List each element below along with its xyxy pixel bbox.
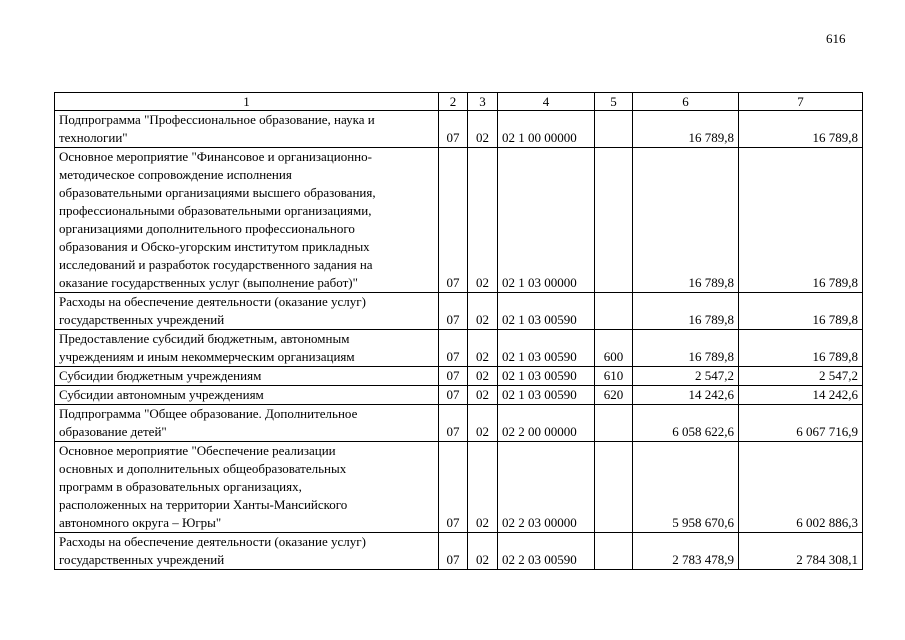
section-code-cell: 07 [439,330,468,367]
amount-year-1-cell: 14 242,6 [633,386,739,405]
expense-type-code-cell: 600 [595,330,633,367]
subsection-code-cell: 02 [468,148,498,293]
header-row [55,93,863,111]
row-name-line: программ в образовательных организациях, [59,479,302,494]
amount-year-2-cell: 2 784 308,1 [739,533,863,570]
row-name-line: Основное мероприятие "Обеспечение реализации [59,443,336,458]
section-code-cell: 07 [439,148,468,293]
amount-year-2-cell: 16 789,8 [739,330,863,367]
section-code-cell: 07 [439,533,468,570]
row-name-line: оказание государственных услуг (выполнение работ)" [59,275,358,290]
amount-year-1-cell: 16 789,8 [633,293,739,330]
table-row [55,442,863,533]
row-name-cell [55,293,439,330]
row-name-line: Основное мероприятие "Финансовое и организационно- [59,149,372,164]
section-code-cell: 07 [439,405,468,442]
row-name-cell [55,367,439,386]
table-row [55,367,863,386]
target-article-code-cell: 02 1 03 00000 [498,148,595,293]
expense-type-code-cell: 610 [595,367,633,386]
target-article-code-cell: 02 1 03 00590 [498,330,595,367]
budget-table [54,92,863,570]
row-name-line: Субсидии автономным учреждениям [59,387,264,402]
amount-year-1-cell: 16 789,8 [633,111,739,148]
row-name-cell [55,405,439,442]
row-name-line: методическое сопровождение исполнения [59,167,292,182]
row-name-line: Подпрограмма "Профессиональное образование, наука и [59,112,375,127]
section-code-cell: 07 [439,442,468,533]
table-row [55,330,863,367]
row-name-cell [55,111,439,148]
amount-year-2-cell: 16 789,8 [739,293,863,330]
amount-year-1-cell: 16 789,8 [633,148,739,293]
row-name-cell [55,330,439,367]
page-number: 616 [826,31,846,46]
row-name-line: автономного округа – Югры" [59,515,222,530]
row-name-cell [55,386,439,405]
section-code-cell: 07 [439,386,468,405]
expense-type-code-cell [595,533,633,570]
section-code-cell: 07 [439,293,468,330]
budget-table-body [55,93,863,570]
row-name-line: Предоставление субсидий бюджетным, автономным [59,331,350,346]
subsection-code-cell: 02 [468,533,498,570]
row-name-line: Подпрограмма "Общее образование. Дополнительное [59,406,358,421]
header-cell-col3: 3 [468,93,498,111]
header-cell-col6: 6 [633,93,739,111]
row-name-line: профессиональными образовательными организациями, [59,203,372,218]
table-row [55,405,863,442]
section-code-cell: 07 [439,367,468,386]
amount-year-1-cell: 2 547,2 [633,367,739,386]
subsection-code-cell: 02 [468,111,498,148]
subsection-code-cell: 02 [468,386,498,405]
row-name-cell [55,148,439,293]
amount-year-2-cell: 16 789,8 [739,148,863,293]
section-code-cell: 07 [439,111,468,148]
row-name-line: технологии" [59,130,128,145]
row-name-line: Субсидии бюджетным учреждениям [59,368,262,383]
amount-year-1-cell: 6 058 622,6 [633,405,739,442]
row-name-line: исследований и разработок государственного задания на [59,257,373,272]
table-row [55,111,863,148]
expense-type-code-cell [595,111,633,148]
row-name-line: образование детей" [59,424,167,439]
table-row [55,148,863,293]
table-row [55,386,863,405]
expense-type-code-cell: 620 [595,386,633,405]
amount-year-1-cell: 5 958 670,6 [633,442,739,533]
row-name-line: основных и дополнительных общеобразовательных [59,461,347,476]
expense-type-code-cell [595,442,633,533]
row-name-line: образовательными организациями высшего образования, [59,185,376,200]
row-name-cell [55,533,439,570]
amount-year-2-cell: 6 002 886,3 [739,442,863,533]
row-name-line: государственных учреждений [59,312,225,327]
row-name-cell [55,442,439,533]
target-article-code-cell: 02 2 03 00590 [498,533,595,570]
subsection-code-cell: 02 [468,330,498,367]
amount-year-2-cell: 14 242,6 [739,386,863,405]
row-name-line: государственных учреждений [59,552,225,567]
amount-year-2-cell: 16 789,8 [739,111,863,148]
target-article-code-cell: 02 1 03 00590 [498,386,595,405]
subsection-code-cell: 02 [468,405,498,442]
header-cell-col5: 5 [595,93,633,111]
row-name-line: расположенных на территории Ханты-Мансийского [59,497,348,512]
target-article-code-cell: 02 2 00 00000 [498,405,595,442]
header-cell-col1: 1 [55,93,439,111]
amount-year-1-cell: 2 783 478,9 [633,533,739,570]
subsection-code-cell: 02 [468,293,498,330]
row-name-line: Расходы на обеспечение деятельности (оказание услуг) [59,294,366,309]
target-article-code-cell: 02 1 03 00590 [498,367,595,386]
subsection-code-cell: 02 [468,442,498,533]
expense-type-code-cell [595,405,633,442]
row-name-line: учреждениям и иным некоммерческим организациям [59,349,355,364]
amount-year-2-cell: 6 067 716,9 [739,405,863,442]
amount-year-1-cell: 16 789,8 [633,330,739,367]
target-article-code-cell: 02 2 03 00000 [498,442,595,533]
table-row [55,533,863,570]
subsection-code-cell: 02 [468,367,498,386]
table-row [55,293,863,330]
header-cell-col4: 4 [498,93,595,111]
target-article-code-cell: 02 1 03 00590 [498,293,595,330]
row-name-line: организациями дополнительного профессионального [59,221,355,236]
expense-type-code-cell [595,148,633,293]
target-article-code-cell: 02 1 00 00000 [498,111,595,148]
row-name-line: образования и Обско-угорским институтом прикладных [59,239,370,254]
expense-type-code-cell [595,293,633,330]
amount-year-2-cell: 2 547,2 [739,367,863,386]
row-name-line: Расходы на обеспечение деятельности (оказание услуг) [59,534,366,549]
header-cell-col7: 7 [739,93,863,111]
header-cell-col2: 2 [439,93,468,111]
